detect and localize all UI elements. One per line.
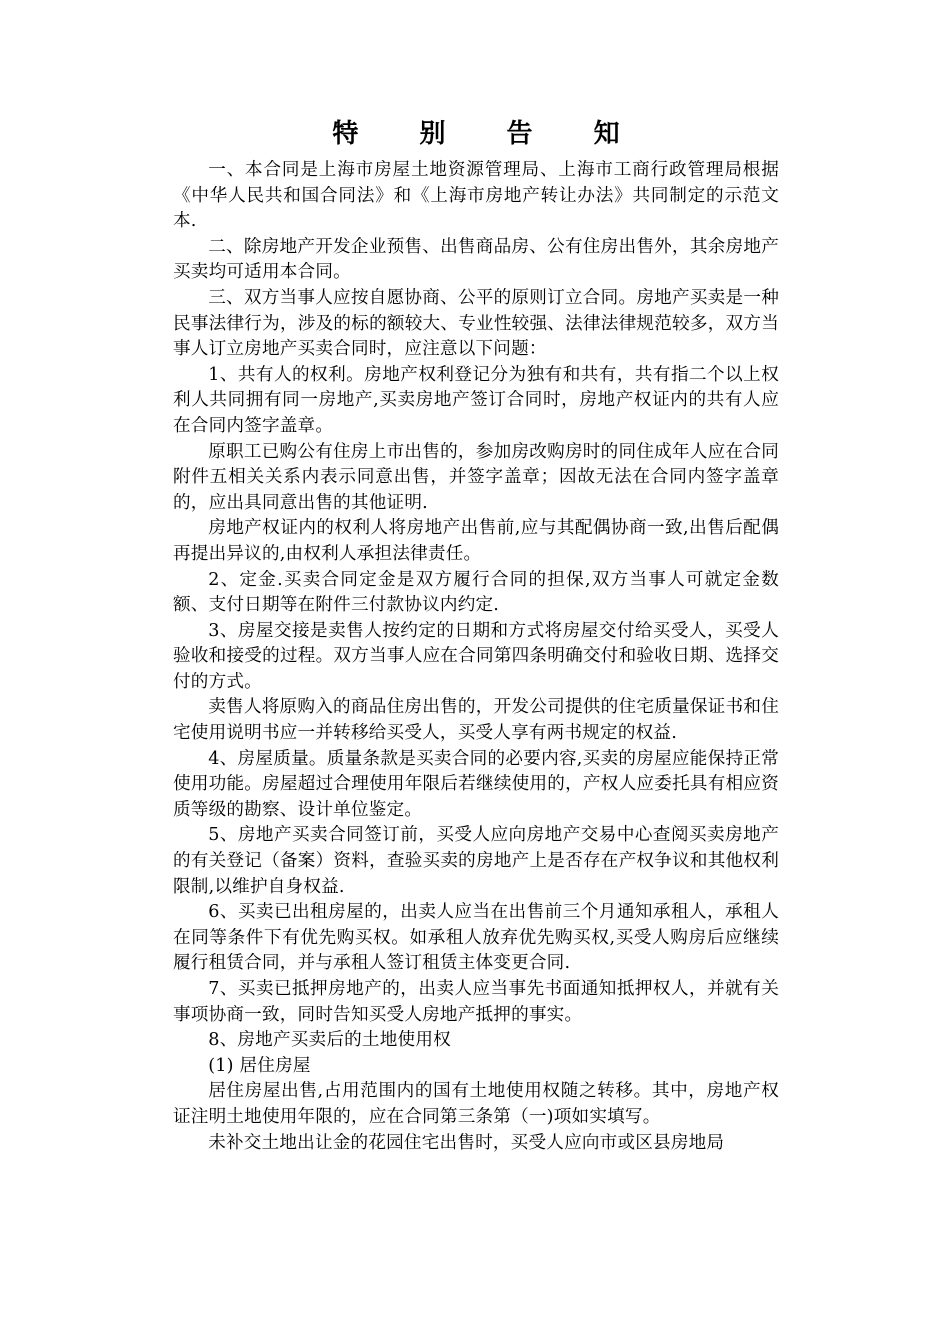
paragraph: 未补交土地出让金的花园住宅出售时，买受人应向市或区县房地局 [208,1132,725,1153]
paragraph: 一、本合同是上海市房屋土地资源管理局、上海市工商行政管理局根据《中华人民共和国合同法》和《上海市房地产转让办法》共同制定的示范文本. [173,160,779,232]
paragraph: 原职工已购公有住房上市出售的，参加房改购房时的同住成年人应在合同附件五相关关系内表示同意出售，并签字盖章；因故无法在合同内签字盖章的，应出具同意出售的其他证明. [173,441,779,513]
paragraph: 8、房地产买卖后的土地使用权 [208,1030,451,1051]
paragraph: 卖售人将原购入的商品住房出售的，开发公司提供的住宅质量保证书和住宅使用说明书应一并转移给买受人，买受人享有两书规定的权益. [173,697,779,744]
document-title: 特 别 告 知 [332,119,646,149]
paragraph: (1) 居住房屋 [208,1055,311,1076]
paragraph: 三、双方当事人应按自愿协商、公平的原则订立合同。房地产买卖是一种民事法律行为，涉及的标的额较大、专业性较强、法律法律规范较多，双方当事人订立房地产买卖合同时，应注意以下问题： [173,287,779,360]
paragraph: 房地产权证内的权利人将房地产出售前,应与其配偶协商一致,出售后配偶再提出异议的,由权利人承担法律责任。 [173,518,779,564]
paragraph: 1、共有人的权利。房地产权利登记分为独有和共有，共有指二个以上权利人共同拥有同一房地产,买卖房地产签订合同时，房地产权证内的共有人应在合同内签字盖章。 [173,364,779,436]
document-page [173,116,779,1156]
paragraph: 居住房屋出售,占用范围内的国有土地使用权随之转移。其中，房地产权证注明土地使用年限的，应在合同第三条第（一)项如实填写。 [173,1081,779,1127]
paragraph: 4、房屋质量。质量条款是买卖合同的必要内容,买卖的房屋应能保持正常使用功能。房屋超过合理使用年限后若继续使用的，产权人应委托具有相应资质等级的勘察、设计单位鉴定。 [173,748,779,820]
paragraph: 7、买卖已抵押房地产的，出卖人应当事先书面通知抵押权人，并就有关事项协商一致，同时告知买受人房地产抵押的事实。 [173,979,779,1025]
paragraph: 6、买卖已出租房屋的，出卖人应当在出售前三个月通知承租人，承租人在同等条件下有优先购买权。如承租人放弃优先购买权,买受人购房后应继续履行租赁合同，并与承租人签订租赁主体变更合同. [173,902,779,974]
paragraph: 二、除房地产开发企业预售、出售商品房、公有住房出售外，其余房地产买卖均可适用本合同。 [173,236,779,283]
paragraph: 5、房地产买卖合同签订前，买受人应向房地产交易中心查阅买卖房地产的有关登记（备案）资料，查验买卖的房地产上是否存在产权争议和其他权利限制,以维护自身权益. [173,825,779,897]
paragraph: 2、定金.买卖合同定金是双方履行合同的担保,双方当事人可就定金数额、支付日期等在附件三付款协议内约定. [173,569,779,616]
paragraph: 3、房屋交接是卖售人按约定的日期和方式将房屋交付给买受人，买受人验收和接受的过程。双方当事人应在合同第四条明确交付和验收日期、选择交付的方式。 [173,620,779,692]
